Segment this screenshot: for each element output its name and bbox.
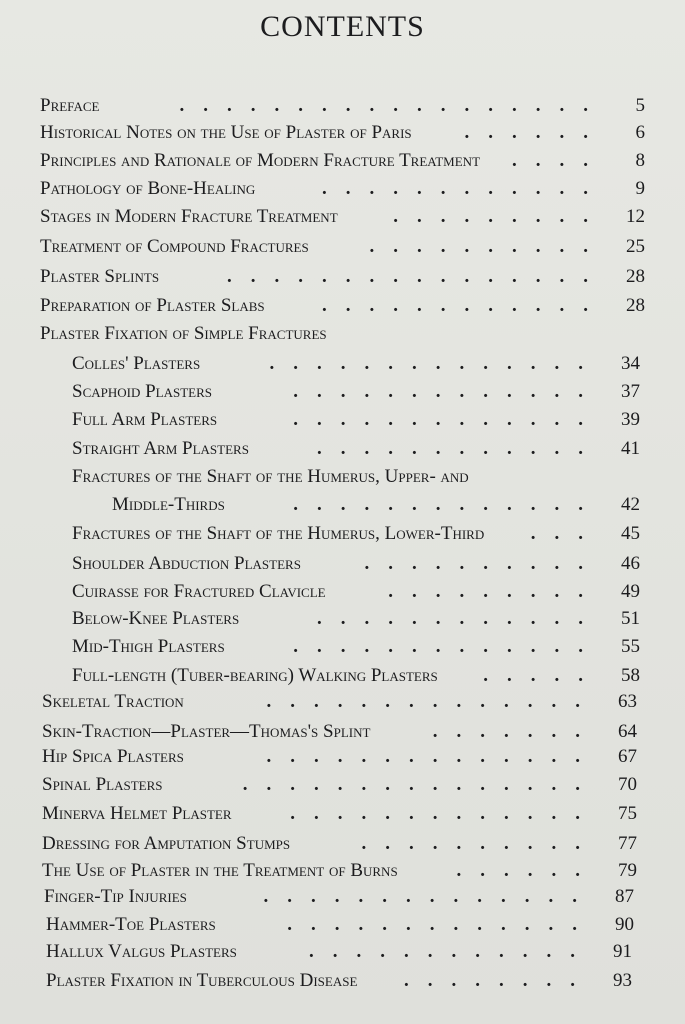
toc-entry-page-number: 12 — [626, 206, 645, 227]
toc-entry — [72, 406, 640, 434]
toc-entry — [42, 857, 637, 885]
toc-entry — [112, 491, 640, 519]
toc-entry — [72, 378, 640, 406]
toc-entry-title: Scaphoid Plasters — [72, 381, 213, 402]
dot-leader: ............ — [322, 295, 607, 316]
toc-entry-title: Skin-Traction—Plaster—Thomas's Splint — [42, 721, 371, 742]
toc-entry — [44, 883, 634, 911]
toc-entry-page-number: 34 — [621, 353, 640, 374]
toc-entry-title: Colles' Plasters — [72, 353, 201, 374]
toc-entry-page-number: 58 — [621, 665, 640, 686]
toc-entry — [46, 967, 632, 995]
toc-entry — [42, 718, 637, 746]
dot-leader: ............ — [322, 178, 607, 199]
toc-entry — [72, 435, 640, 463]
toc-entry-title: Historical Notes on the Use of Plaster of Paris — [40, 122, 412, 143]
toc-entry-title: Finger-Tip Injuries — [44, 886, 187, 907]
dot-leader: ...... — [456, 860, 599, 881]
dot-leader: ............. — [293, 409, 602, 430]
toc-entry — [72, 520, 640, 548]
toc-entry — [40, 233, 645, 261]
toc-entry-title: Plaster Fixation of Simple Fractures — [40, 323, 327, 344]
toc-entry-title: Middle-Thirds — [112, 494, 225, 515]
toc-entry-page-number: 28 — [626, 266, 645, 287]
toc-entry — [40, 92, 645, 120]
toc-entry-title: Pathology of Bone-Healing — [40, 178, 256, 199]
toc-entry-page-number: 5 — [635, 95, 645, 116]
toc-entry — [40, 203, 645, 231]
toc-entry — [72, 578, 640, 606]
toc-entry-page-number: 28 — [626, 295, 645, 316]
dot-leader: .............. — [263, 886, 596, 907]
toc-entry-title: Shoulder Abduction Plasters — [72, 553, 301, 574]
dot-leader: ............ — [317, 438, 602, 459]
dot-leader: ........ — [404, 970, 594, 991]
toc-entry — [72, 550, 640, 578]
toc-entry-title: Skeletal Traction — [42, 691, 184, 712]
dot-leader: ............. — [290, 803, 599, 824]
toc-entry — [42, 771, 637, 799]
toc-entry-title: Fractures of the Shaft of the Humerus, Upper- and — [72, 466, 469, 487]
dot-leader: ............. — [293, 636, 602, 657]
toc-entry — [72, 605, 640, 633]
dot-leader: ............. — [287, 914, 596, 935]
toc-entry-page-number: 37 — [621, 381, 640, 402]
toc-entry-page-number: 41 — [621, 438, 640, 459]
toc-entry-page-number: 87 — [615, 886, 634, 907]
dot-leader: ................ — [227, 266, 607, 287]
toc-entry-page-number: 75 — [618, 803, 637, 824]
toc-entry — [42, 743, 637, 771]
toc-entry — [42, 830, 637, 858]
toc-entry — [40, 320, 645, 348]
toc-entry — [40, 292, 645, 320]
toc-entry-title: Full-length (Tuber-bearing) Walking Plasters — [72, 665, 438, 686]
dot-leader: ......... — [388, 581, 602, 602]
toc-entry-title: Straight Arm Plasters — [72, 438, 249, 459]
dot-leader: .............. — [266, 691, 599, 712]
toc-entry — [72, 633, 640, 661]
toc-entry — [40, 119, 645, 147]
dot-leader: ... — [530, 523, 602, 544]
toc-entry-page-number: 67 — [618, 746, 637, 767]
toc-entry-title: Fractures of the Shaft of the Humerus, Lower-Third — [72, 523, 485, 544]
toc-entry-page-number: 46 — [621, 553, 640, 574]
toc-entry — [40, 175, 645, 203]
toc-entry-page-number: 51 — [621, 608, 640, 629]
toc-entry — [40, 147, 645, 175]
dot-leader: ............. — [293, 381, 602, 402]
dot-leader: ............... — [242, 774, 599, 795]
toc-entry-page-number: 42 — [621, 494, 640, 515]
dot-leader: ...... — [464, 122, 607, 143]
dot-leader: .... — [512, 150, 607, 171]
toc-entry-title: Stages in Modern Fracture Treatment — [40, 206, 338, 227]
toc-entry — [42, 688, 637, 716]
page-title: CONTENTS — [260, 10, 425, 43]
toc-entry-title: Preparation of Plaster Slabs — [40, 295, 265, 316]
toc-entry-page-number: 55 — [621, 636, 640, 657]
toc-entry — [46, 911, 634, 939]
toc-entry-title: Hallux Valgus Plasters — [46, 941, 237, 962]
dot-leader: ......... — [393, 206, 607, 227]
toc-entry-title: Treatment of Compound Fractures — [40, 236, 309, 257]
toc-entry-title: Preface — [40, 95, 100, 116]
toc-entry-title: Hip Spica Plasters — [42, 746, 184, 767]
toc-entry-page-number: 39 — [621, 409, 640, 430]
toc-entry-title: Principles and Rationale of Modern Fracture Treatment — [40, 150, 481, 171]
dot-leader: .......... — [361, 833, 599, 854]
dot-leader: .............. — [269, 353, 602, 374]
toc-entry-page-number: 90 — [615, 914, 634, 935]
dot-leader: .......... — [364, 553, 602, 574]
toc-entry-title: Below-Knee Plasters — [72, 608, 240, 629]
toc-entry-page-number: 64 — [618, 721, 637, 742]
toc-entry-title: The Use of Plaster in the Treatment of Burns — [42, 860, 398, 881]
dot-leader: ............ — [309, 941, 594, 962]
dot-leader: .......... — [369, 236, 607, 257]
toc-entry-title: Plaster Fixation in Tuberculous Disease — [46, 970, 358, 991]
dot-leader: .............. — [266, 746, 599, 767]
dot-leader: ............ — [317, 608, 602, 629]
toc-entry — [42, 800, 637, 828]
toc-entry-page-number: 45 — [621, 523, 640, 544]
dot-leader: ............. — [293, 494, 602, 515]
toc-entry-page-number: 9 — [635, 178, 645, 199]
dot-leader: .................. — [179, 95, 607, 116]
toc-entry-page-number: 49 — [621, 581, 640, 602]
toc-entry-title: Minerva Helmet Plaster — [42, 803, 232, 824]
toc-entry-title: Spinal Plasters — [42, 774, 163, 795]
dot-leader: ..... — [483, 665, 602, 686]
toc-entry-title: Cuirasse for Fractured Clavicle — [72, 581, 326, 602]
toc-entry — [46, 938, 632, 966]
dot-leader: ....... — [432, 721, 599, 742]
toc-entry-page-number: 93 — [613, 970, 632, 991]
toc-entry-title: Full Arm Plasters — [72, 409, 218, 430]
toc-entry — [72, 463, 640, 491]
toc-entry-title: Hammer-Toe Plasters — [46, 914, 216, 935]
toc-entry-page-number: 91 — [613, 941, 632, 962]
toc-entry-page-number: 8 — [635, 150, 645, 171]
toc-entry-page-number: 63 — [618, 691, 637, 712]
toc-entry-page-number: 77 — [618, 833, 637, 854]
toc-entry-page-number: 70 — [618, 774, 637, 795]
toc-entry — [72, 350, 640, 378]
toc-entry-title: Mid-Thigh Plasters — [72, 636, 225, 657]
toc-entry-page-number: 6 — [635, 122, 645, 143]
toc-entry-page-number: 79 — [618, 860, 637, 881]
toc-entry-title: Dressing for Amputation Stumps — [42, 833, 291, 854]
toc-entry-page-number: 25 — [626, 236, 645, 257]
toc-entry — [40, 263, 645, 291]
toc-entry-title: Plaster Splints — [40, 266, 160, 287]
toc-entry — [72, 662, 640, 690]
